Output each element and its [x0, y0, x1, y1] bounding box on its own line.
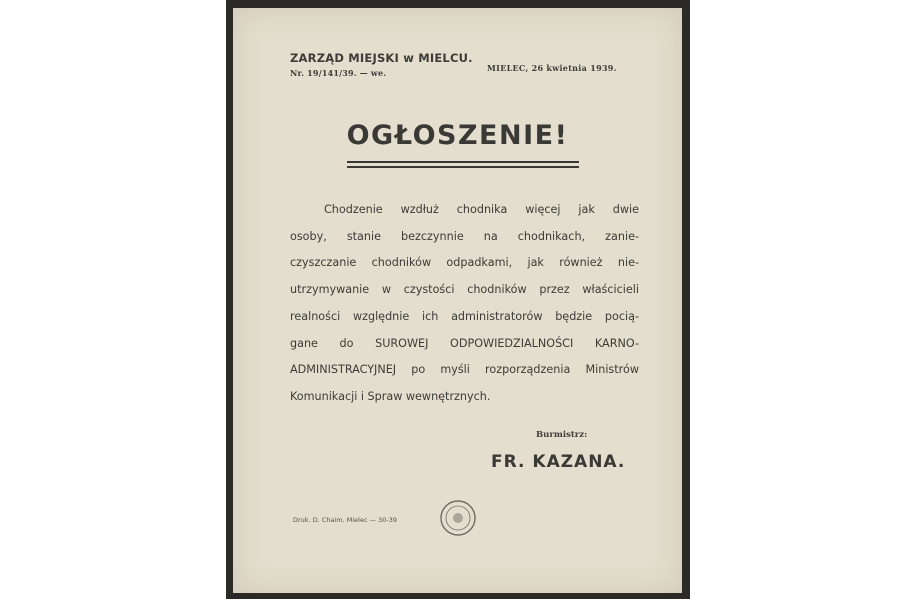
body-line: czyszczanie chodników odpadkami, jak również nie-: [290, 256, 639, 270]
title-underline-top: [347, 161, 579, 163]
announcement-title: OGŁOSZENIE!: [346, 120, 569, 151]
issuer-organization: ZARZĄD MIEJSKI w MIELCU.: [290, 51, 473, 65]
printer-note: Druk. D. Chaim. Mielec — 30-39: [293, 516, 398, 524]
body-line: ADMINISTRACYJNEJ po myśli rozporządzenia Ministrów: [290, 363, 639, 377]
library-stamp-icon: [438, 498, 478, 538]
signer-role: Burmistrz:: [536, 430, 588, 440]
body-line: Chodzenie wzdłuż chodnika więcej jak dwie: [324, 203, 639, 216]
body-line: osoby, stanie bezczynnie na chodnikach, zanie-: [290, 229, 639, 243]
announcement-body: [290, 197, 639, 411]
title-underline-bottom: [347, 166, 579, 168]
document-page: [233, 8, 682, 593]
signer-name: FR. KAZANA.: [491, 452, 626, 472]
body-line: Komunikacji i Spraw wewnętrznych.: [290, 389, 491, 403]
stamp-center: [453, 513, 463, 523]
body-line: gane do SUROWEJ ODPOWIEDZIALNOŚCI KARNO-: [290, 336, 639, 350]
reference-number: Nr. 19/141/39. — we.: [290, 68, 387, 78]
body-line: utrzymywanie w czystości chodników przez właścicieli: [290, 283, 639, 297]
place-date: MIELEC, 26 kwietnia 1939.: [487, 63, 617, 73]
body-line: realności względnie ich administratorów będzie pocią-: [290, 309, 639, 323]
issuer-block: [290, 51, 473, 78]
